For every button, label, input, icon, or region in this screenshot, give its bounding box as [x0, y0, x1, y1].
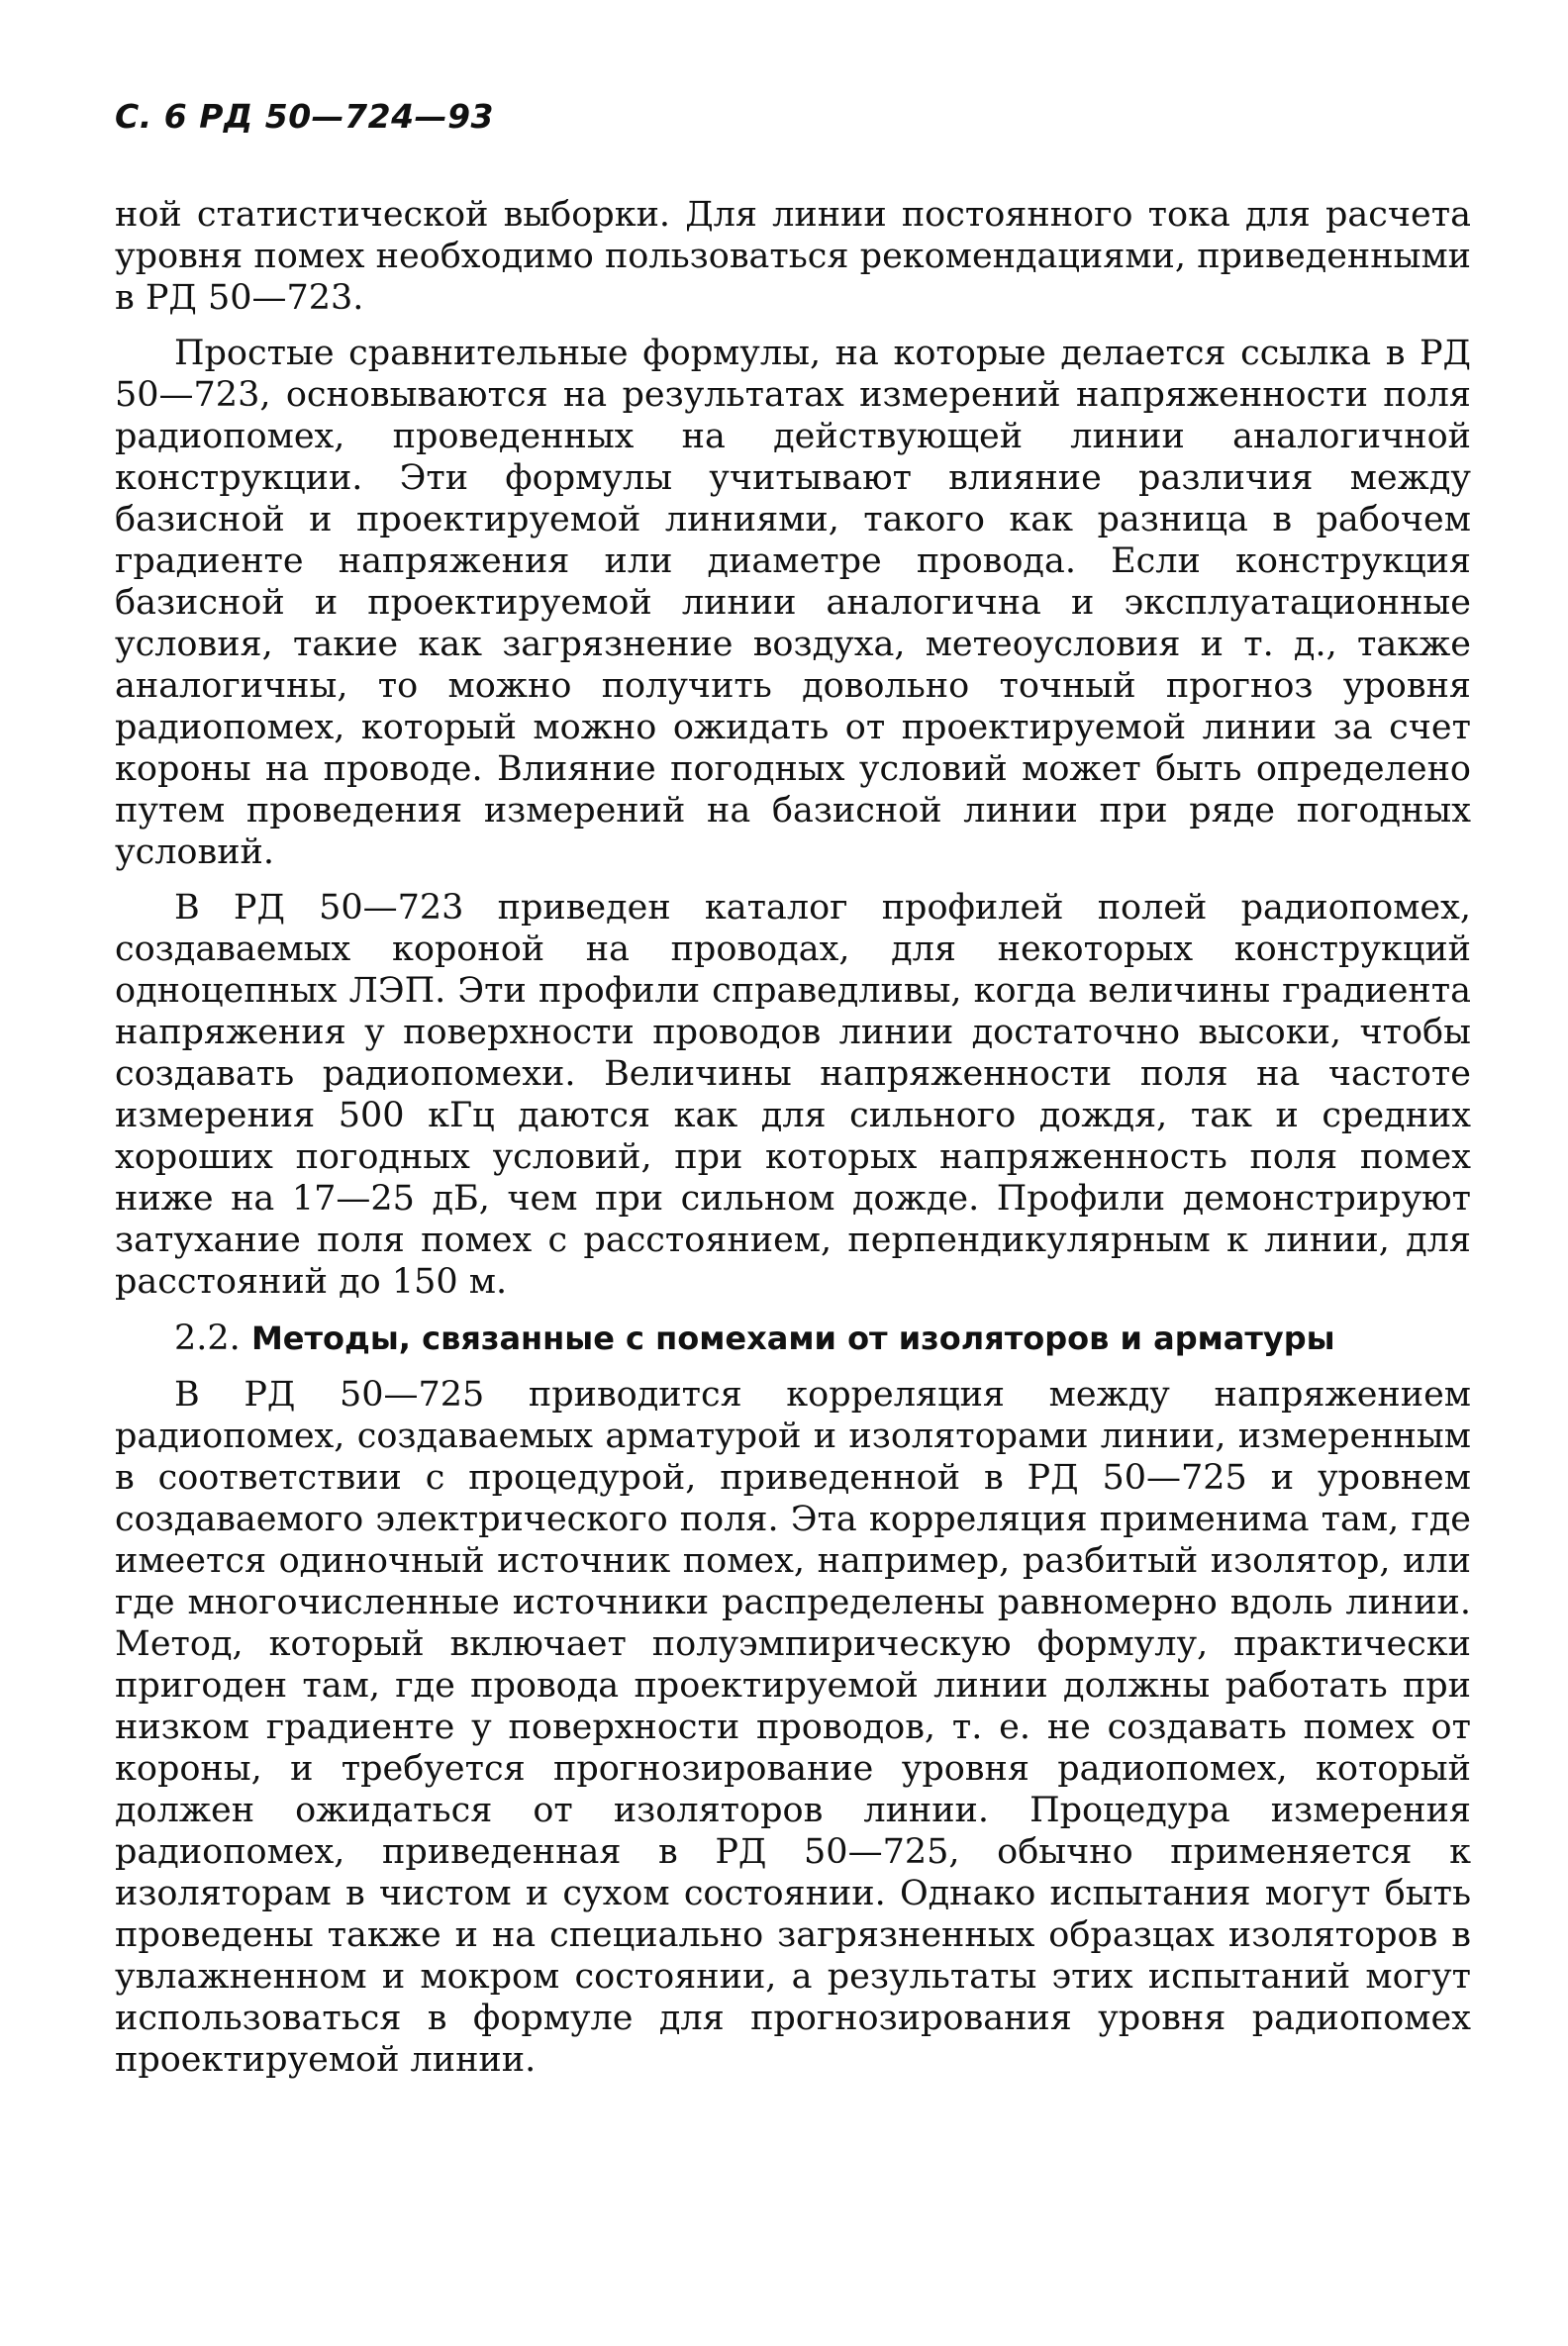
page-header: С. 6 РД 50—724—93 [115, 97, 494, 136]
document-page [115, 0, 1471, 2346]
document-body [115, 194, 1471, 2081]
paragraph-3: В РД 50—723 приведен каталог профилей полей радиопомех, создаваемых короной на проводах, для некоторых конструкций одноцепных ЛЭП. Эти профили справедливы, когда величины градиента напряжения у поверхности проводов линии достаточно высоки, чтобы создавать радиопомехи. Величины напряженности поля на частоте измерения 500 кГц даются как для сильного дождя, так и средних хороших погодных условий, при которых напряженность поля помех ниже на 17—25 дБ, чем при сильном дожде. Профили демонстрируют затухание поля помех с расстоянием, перпендикулярным к линии, для расстояний до 150 м. [115, 888, 1471, 1302]
paragraph-1: ной статистической выборки. Для линии постоянного тока для расчета уровня помех необходимо пользоваться рекомендациями, приведенными в РД 50—723. [115, 195, 1471, 318]
section-heading [115, 1317, 1471, 1360]
section-number: 2.2. [174, 1319, 241, 1358]
section-title: Методы, связанные с помехами от изоляторов и арматуры [250, 1320, 1335, 1357]
paragraph-2: Простые сравнительные формулы, на которые делается ссылка в РД 50—723, основываются на результатах измерений напряженности поля радиопомех, проведенных на действующей линии аналогичной конструкции. Эти формулы учитывают влияние различия между базисной и проектируемой линиями, такого как разница в рабочем градиенте напряжения или диаметре провода. Если конструкция базисной и проектируемой линии аналогична и эксплуатационные условия, такие как загрязнение воздуха, метеоусловия и т. д., также аналогичны, то можно получить довольно точный прогноз уровня радиопомех, который можно ожидать от проектируемой линии за счет короны на проводе. Влияние погодных условий может быть определено путем проведения измерений на базисной линии при ряде погодных условий. [115, 334, 1471, 872]
paragraph-4: В РД 50—725 приводится корреляция между напряжением радиопомех, создаваемых арматурой и изоляторами линии, измеренным в соответствии с процедурой, приведенной в РД 50—725 и уровнем создаваемого электрического поля. Эта корреляция применима там, где имеется одиночный источник помех, например, разбитый изолятор, или где многочисленные источники распределены равномерно вдоль линии. Метод, который включает полуэмпирическую формулу, практически пригоден там, где провода проектируемой линии должны работать при низком градиенте у поверхности проводов, т. е. не создавать помех от короны, и требуется прогнозирование уровня радиопомех, который должен ожидаться от изоляторов линии. Процедура измерения радиопомех, приведенная в РД 50—725, обычно применяется к изоляторам в чистом и сухом состоянии. Однако испытания могут быть проведены также и на специально загрязненных образцах изоляторов в увлажненном и мокром состоянии, а результаты этих испытаний могут использоваться в формуле для прогнозирования уровня радиопомех проектируемой линии. [115, 1375, 1471, 2080]
